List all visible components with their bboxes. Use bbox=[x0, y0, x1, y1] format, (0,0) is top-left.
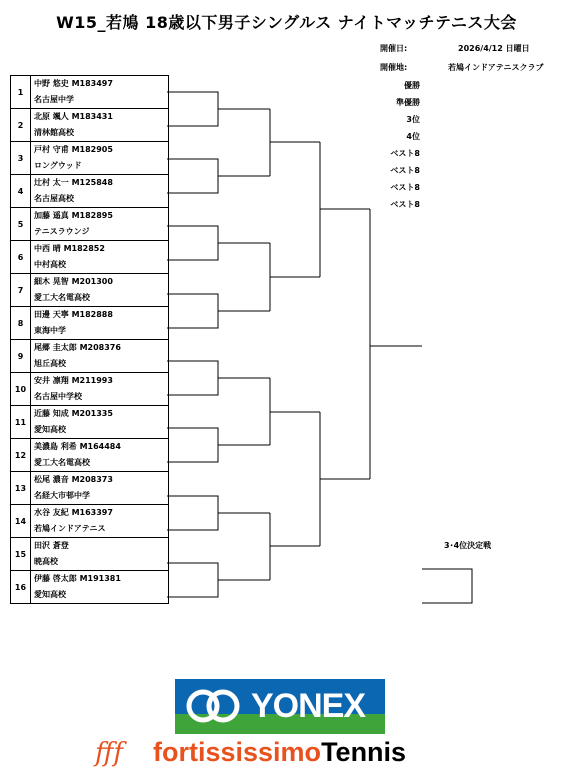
bracket-line-r1 bbox=[167, 361, 270, 395]
draw-number: 12 bbox=[11, 439, 31, 472]
player-team: 名古屋高校 bbox=[34, 194, 74, 203]
draw-number: 3 bbox=[11, 142, 31, 175]
bracket-line-sf bbox=[320, 142, 370, 277]
player-team: 名古屋中学校 bbox=[34, 392, 82, 401]
draw-number: 10 bbox=[11, 373, 31, 406]
yonex-emblem-icon bbox=[185, 682, 245, 732]
player-team: 若鳩インドアテニス bbox=[34, 524, 106, 533]
draw-number: 7 bbox=[11, 274, 31, 307]
wordmark-part: fortississimo bbox=[153, 737, 322, 767]
player-name: 尾郷 圭太郎 M208376 bbox=[34, 343, 121, 352]
date-label: 開催日: bbox=[380, 44, 408, 53]
player-team: 暁高校 bbox=[34, 557, 58, 566]
bracket-line-qf bbox=[270, 109, 320, 176]
draw-number: 9 bbox=[11, 340, 31, 373]
date-value: 2026/4/12 日曜日 bbox=[458, 44, 530, 53]
draw-number: 4 bbox=[11, 175, 31, 208]
result-best8: ベスト8 bbox=[390, 200, 420, 209]
fff-mark-icon: fff bbox=[95, 738, 124, 768]
player-team: 愛知高校 bbox=[34, 590, 66, 599]
result-best8: ベスト8 bbox=[390, 183, 420, 192]
player-name: 田沢 蒼登 bbox=[34, 541, 69, 550]
bracket-line-r1 bbox=[167, 563, 270, 597]
player-team: 旭丘高校 bbox=[34, 359, 66, 368]
bracket-line-third-place bbox=[422, 569, 472, 603]
player-team: 東海中学 bbox=[34, 326, 66, 335]
draw-number: 2 bbox=[11, 109, 31, 142]
bracket-line-r1 bbox=[167, 226, 270, 260]
venue-value: 若鳩インドアテニスクラブ bbox=[448, 63, 544, 72]
fortississimo-wordmark bbox=[153, 737, 406, 768]
result-third: 3位 bbox=[406, 115, 420, 124]
result-best8: ベスト8 bbox=[390, 166, 420, 175]
player-team: 愛知高校 bbox=[34, 425, 66, 434]
player-name: 田邊 天寧 M182888 bbox=[34, 310, 113, 319]
bracket-line-r1 bbox=[167, 159, 270, 193]
bracket-line-sf bbox=[320, 412, 370, 546]
third-place-label: 3･4位決定戦 bbox=[444, 541, 492, 550]
draw-number: 1 bbox=[11, 76, 31, 109]
draw-number: 13 bbox=[11, 472, 31, 505]
bracket-line-qf bbox=[270, 513, 320, 580]
venue-label: 開催地: bbox=[380, 63, 408, 72]
bracket-line-r1 bbox=[167, 496, 270, 530]
player-name: 加藤 遥真 M182895 bbox=[34, 211, 113, 220]
bracket-line-final bbox=[370, 209, 422, 479]
bracket-line-qf bbox=[270, 378, 320, 445]
player-team: テニスラウンジ bbox=[34, 227, 90, 236]
player-name: 中野 悠史 M183497 bbox=[34, 79, 113, 88]
result-winner: 優勝 bbox=[404, 81, 420, 90]
fortississimo-logo bbox=[95, 735, 495, 771]
bracket-line-r1 bbox=[167, 294, 270, 328]
player-name: 北原 颯人 M183431 bbox=[34, 112, 113, 121]
page-title: W15_若鳩 18歳以下男子シングルス ナイトマッチテニス大会 bbox=[56, 13, 517, 32]
draw-number: 6 bbox=[11, 241, 31, 274]
draw-number: 14 bbox=[11, 505, 31, 538]
draw-number: 15 bbox=[11, 538, 31, 571]
player-name: 安井 凛翔 M211993 bbox=[34, 376, 113, 385]
player-name: 辻村 太一 M125848 bbox=[34, 178, 113, 187]
draw-number: 11 bbox=[11, 406, 31, 439]
player-name: 伊藤 啓太郎 M191381 bbox=[34, 574, 121, 583]
player-name: 戸村 守甫 M182905 bbox=[34, 145, 113, 154]
player-name: 美濃島 利希 M164484 bbox=[34, 442, 121, 451]
draw-number: 16 bbox=[11, 571, 31, 604]
player-team: 愛工大名電高校 bbox=[34, 458, 90, 467]
player-team: 名古屋中学 bbox=[34, 95, 74, 104]
player-team: 中村高校 bbox=[34, 260, 66, 269]
draw-number: 5 bbox=[11, 208, 31, 241]
result-fourth: 4位 bbox=[406, 132, 420, 141]
player-team: 名経大市邨中学 bbox=[34, 491, 90, 500]
player-name: 中西 晴 M182852 bbox=[34, 244, 105, 253]
bracket-line-r1 bbox=[167, 92, 270, 126]
bracket-line-qf bbox=[270, 243, 320, 311]
player-name: 松尾 濃音 M208373 bbox=[34, 475, 113, 484]
result-best8: ベスト8 bbox=[390, 149, 420, 158]
player-team: ロングウッド bbox=[34, 161, 82, 170]
bracket-line-r1 bbox=[167, 428, 270, 462]
result-runner-up: 準優勝 bbox=[396, 98, 420, 107]
player-name: 水谷 友紀 M163397 bbox=[34, 508, 113, 517]
player-name: 細木 晃智 M201300 bbox=[34, 277, 113, 286]
player-name: 近藤 知成 M201335 bbox=[34, 409, 113, 418]
yonex-logo bbox=[175, 679, 385, 734]
draw-number: 8 bbox=[11, 307, 31, 340]
wordmark-part: Tennis bbox=[321, 737, 407, 767]
player-team: 愛工大名電高校 bbox=[34, 293, 90, 302]
player-team: 清林館高校 bbox=[34, 128, 74, 137]
yonex-wordmark: YONEX bbox=[251, 687, 366, 725]
